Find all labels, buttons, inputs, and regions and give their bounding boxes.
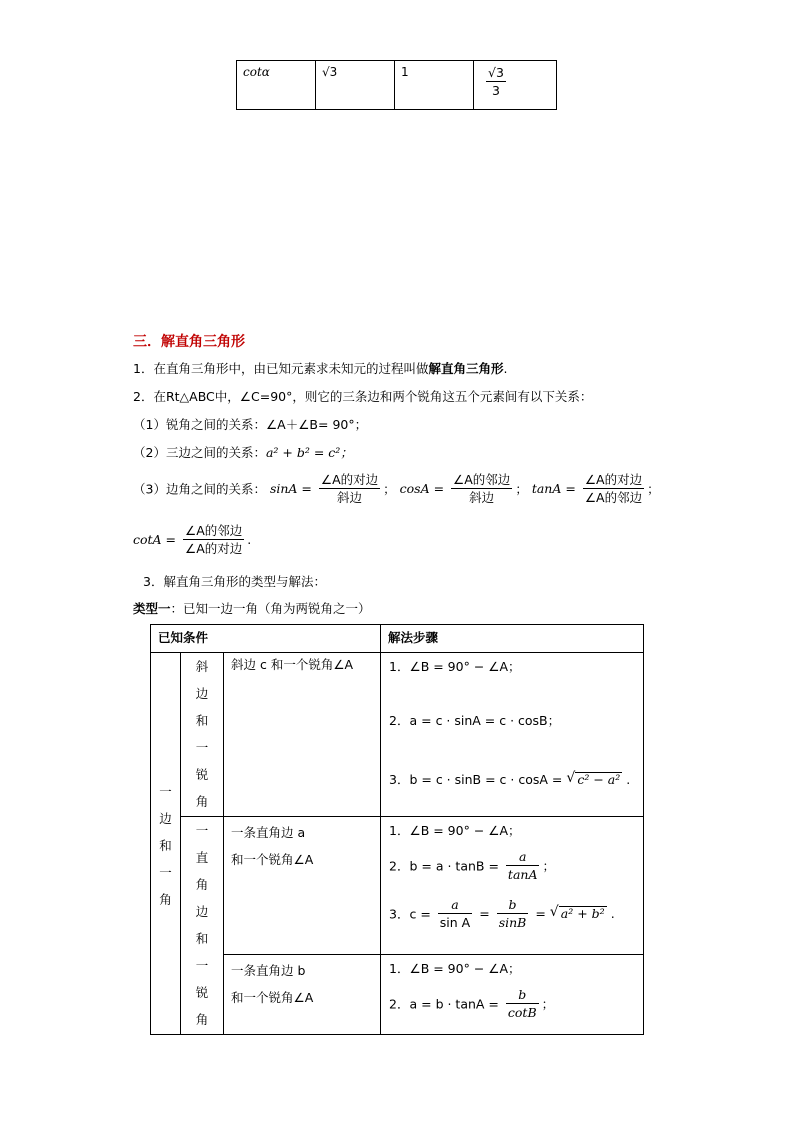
group-label-char: 锐 <box>195 767 209 782</box>
relation-sides <box>133 443 353 461</box>
tan-lhs: tanA = <box>531 481 576 496</box>
steps-leg-a-angle <box>381 817 644 955</box>
step-1: 1．∠B = 90° − ∠A； <box>389 961 521 976</box>
paragraph-3: 3．解直角三角形的类型与解法： <box>143 574 326 589</box>
step-2-text: 2．a = b · tanA = <box>389 996 499 1012</box>
step-2 <box>389 987 554 1020</box>
outer-label-one-side-one-angle <box>151 653 181 1035</box>
group-label-char: 和 <box>195 713 209 728</box>
step-3-text: 3．c = <box>389 906 431 922</box>
cot-lhs: cotA = <box>133 532 177 547</box>
paragraph-1-bold: 解直角三角形 <box>428 361 504 376</box>
sqrt-expression <box>550 906 607 921</box>
table-row <box>151 653 644 817</box>
group-label-leg-angle <box>181 817 224 1035</box>
group-label-hypotenuse-angle <box>181 653 224 817</box>
sqrt-expression <box>566 772 622 787</box>
group-label-char: 和 <box>195 931 209 946</box>
fraction-numerator: b <box>497 897 529 914</box>
type-one-label: 类型一 <box>133 601 171 616</box>
equals: = <box>479 906 490 921</box>
step-2-text: 2．b = a · tanB = <box>389 858 499 874</box>
fraction-numerator: ∠A的对边 <box>584 472 643 487</box>
step-3 <box>389 897 615 930</box>
group-label-char: 锐 <box>195 985 209 1000</box>
outer-label-char: 和 <box>159 838 172 853</box>
equals: = <box>535 906 546 921</box>
tan-fraction <box>583 472 644 505</box>
paragraph-1 <box>133 359 507 377</box>
step-1: 1．∠B = 90° − ∠A； <box>389 659 521 674</box>
relation-sides-label: （2）三边之间的关系： <box>133 445 266 460</box>
section-title: 三．解直角三角形 <box>133 334 245 350</box>
table-header-row <box>151 625 644 653</box>
fraction-numerator: ∠A的邻边 <box>453 472 511 487</box>
fraction-numerator: ∠A的邻边 <box>185 523 243 538</box>
sqrt-sign: √ <box>549 904 559 920</box>
sqrt-sign: √ <box>566 770 576 786</box>
cot-fraction <box>183 523 244 556</box>
outer-label-char: 边 <box>159 811 172 826</box>
fraction-numerator: √3 <box>488 65 504 80</box>
type-one-heading <box>133 599 371 617</box>
cot-label: cotα <box>243 65 270 79</box>
step-2 <box>389 849 555 882</box>
fraction-denominator: ∠A的邻边 <box>584 490 643 505</box>
fraction-numerator: ∠A的对边 <box>320 472 379 487</box>
fraction-denominator: 斜边 <box>337 490 363 505</box>
step-1: 1．∠B = 90° − ∠A； <box>389 823 521 838</box>
steps-leg-b-angle <box>381 955 644 1035</box>
fraction-denominator: sinB <box>498 915 527 930</box>
period: . <box>247 532 252 547</box>
group-label-char: 直 <box>195 850 209 865</box>
condition-line: 一条直角边 a <box>231 825 306 840</box>
type-one-description: ：已知一边一角（角为两锐角之一） <box>170 601 371 616</box>
fraction-numerator: a <box>506 849 540 866</box>
period: . <box>610 906 615 921</box>
cos-lhs: cosA = <box>399 481 445 496</box>
fraction <box>497 897 529 930</box>
steps-hypotenuse-angle <box>381 653 644 817</box>
step-3 <box>389 770 630 788</box>
fraction-denominator: tanA <box>507 867 538 882</box>
group-label-char: 一 <box>195 823 209 838</box>
fraction-denominator: 3 <box>491 83 500 98</box>
cot-label-cell <box>237 61 316 110</box>
cot-formula <box>133 523 251 556</box>
outer-label-char: 角 <box>159 892 172 907</box>
step-2: 2．a = c · sinA = c · cosB； <box>389 713 561 728</box>
paragraph-2: 2．在Rt△ABC中，∠C=90°，则它的三条边和两个锐角这五个元素间有以下关系： <box>133 389 593 404</box>
table-row <box>151 817 644 955</box>
group-label-char: 角 <box>195 1012 209 1027</box>
fraction-denominator: sin A <box>439 915 471 930</box>
group-label-char: 角 <box>195 794 209 809</box>
relation-side-angle <box>133 472 660 505</box>
condition-line: 和一个锐角∠A <box>231 990 314 1005</box>
pythagorean-formula: a² + b² = c²； <box>265 445 353 460</box>
cos-fraction <box>451 472 512 505</box>
fraction-denominator: cotB <box>507 1005 537 1020</box>
cot-value-2-text: 1 <box>401 65 409 79</box>
condition-line: 一条直角边 b <box>231 963 306 978</box>
radicand: c² − a² <box>577 772 621 787</box>
condition-leg-b-angle <box>224 955 381 1035</box>
relation-angles: （1）锐角之间的关系：∠A＋∠B= 90°； <box>133 417 368 432</box>
outer-label-char: 一 <box>159 784 172 799</box>
cot-value-2 <box>395 61 474 110</box>
fraction-numerator: b <box>506 987 539 1004</box>
outer-label-char: 一 <box>159 865 172 880</box>
group-label-char: 一 <box>195 740 209 755</box>
cot-value-1 <box>316 61 395 110</box>
cot-value-3-fraction <box>486 65 506 98</box>
fraction-denominator: ∠A的对边 <box>185 541 243 556</box>
radicand: a² + b² <box>560 906 605 921</box>
step-3-text: 3．b = c · sinB = c · cosA = <box>389 772 563 787</box>
condition-hypotenuse-angle: 斜边 c 和一个锐角∠A <box>224 653 381 817</box>
period: . <box>626 772 631 787</box>
group-label-char: 一 <box>195 958 209 973</box>
relation-side-angle-label: （3）边角之间的关系： <box>133 481 266 497</box>
sin-fraction <box>319 472 380 505</box>
cot-value-3 <box>474 61 557 110</box>
separator: ； <box>541 996 555 1012</box>
fraction-numerator: a <box>438 897 472 914</box>
fraction <box>506 987 539 1020</box>
separator: ； <box>515 481 528 497</box>
fraction-denominator: 斜边 <box>469 490 495 505</box>
separator: ； <box>542 858 555 874</box>
header-solution-steps: 解法步骤 <box>381 625 644 653</box>
group-label-char: 边 <box>195 686 209 701</box>
condition-line: 和一个锐角∠A <box>231 852 314 867</box>
sin-lhs: sinA = <box>269 481 312 496</box>
cot-value-1-text: √3 <box>322 65 338 79</box>
separator: ； <box>647 481 660 497</box>
group-label-char: 边 <box>195 904 209 919</box>
group-label-char: 斜 <box>195 659 209 674</box>
cot-values-table <box>236 60 557 110</box>
group-label-char: 角 <box>195 877 209 892</box>
fraction <box>506 849 540 882</box>
condition-leg-a-angle <box>224 817 381 955</box>
table-row <box>151 955 644 1035</box>
solving-methods-table <box>150 624 644 1035</box>
paragraph-1-suffix: . <box>503 361 508 376</box>
header-known-conditions: 已知条件 <box>151 625 381 653</box>
separator: ； <box>383 481 396 497</box>
fraction <box>438 897 472 930</box>
paragraph-1-text: 1．在直角三角形中，由已知元素求未知元的过程叫做 <box>133 361 429 376</box>
